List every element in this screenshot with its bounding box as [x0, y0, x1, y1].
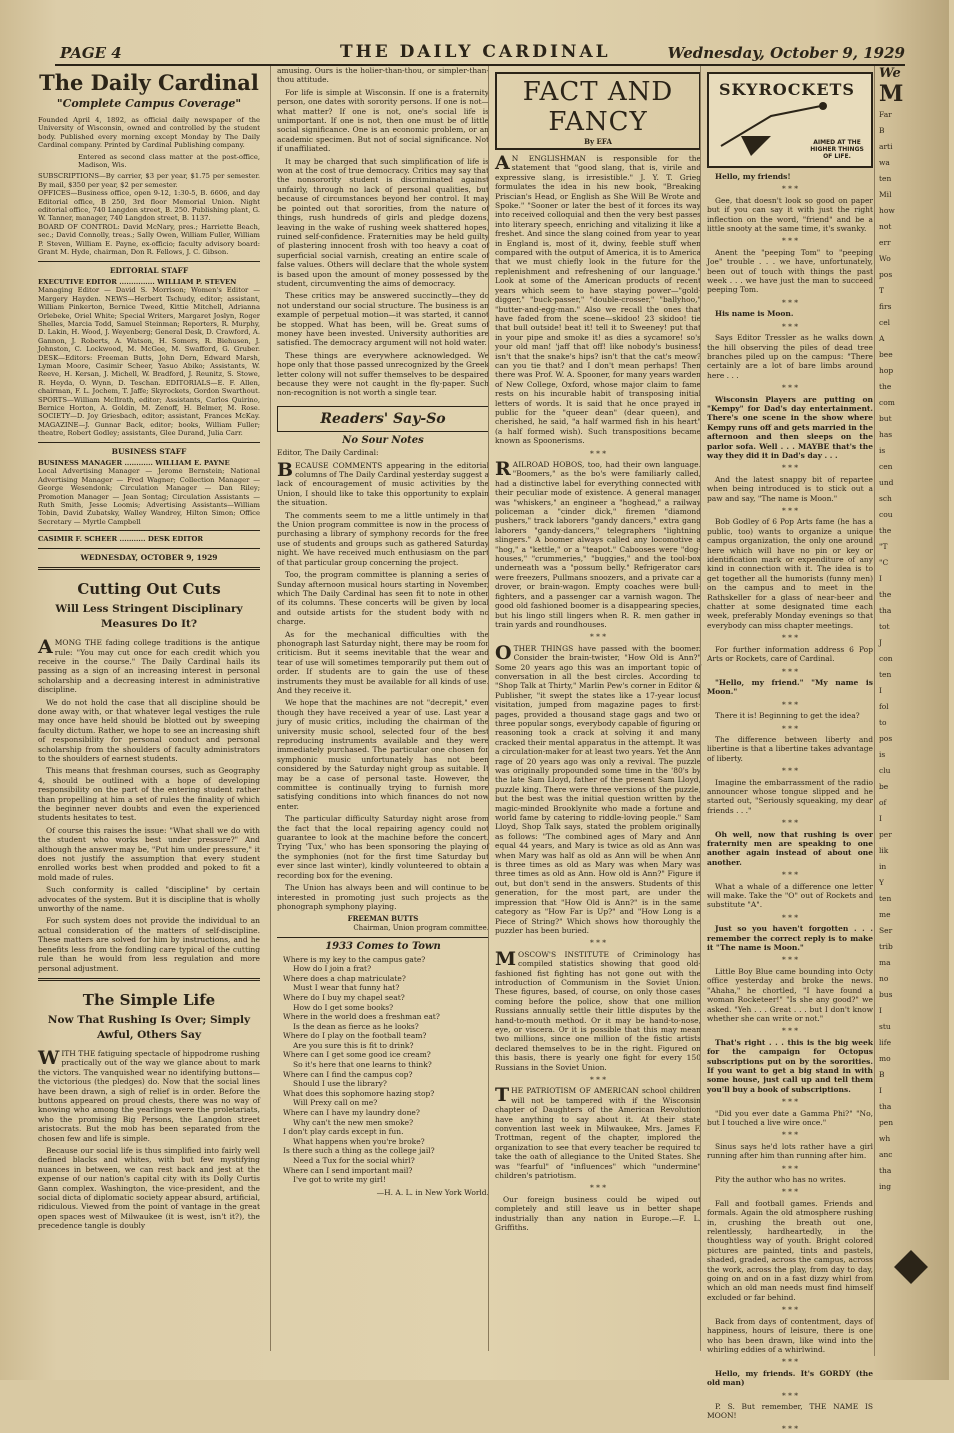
- cutoff-fragment: err: [879, 238, 891, 247]
- paper-name: THE DAILY CARDINAL: [340, 42, 611, 62]
- cutoff-fragment: und: [879, 478, 894, 487]
- cutoff-fragment: Wo: [879, 254, 891, 263]
- cutoff-fragment: I: [879, 814, 882, 823]
- cutoff-fragment: the: [879, 382, 892, 391]
- poem-line: Where is my key to the campus gate?: [283, 954, 426, 964]
- separator: * * *: [781, 297, 799, 307]
- masthead-subscriptions: SUBSCRIPTIONS—By carrier, $3 per year, $1.75 per semester. By mail, $350 per year, $2 per semester.: [38, 172, 260, 189]
- separator: * * *: [781, 699, 799, 709]
- separator: * * *: [781, 912, 799, 922]
- poem-line: I don't play cards except in fun.: [283, 1127, 404, 1137]
- cutoff-fragment: wh: [879, 1134, 891, 1143]
- cutoff-fragment: not: [879, 222, 892, 231]
- skyrockets-item: Back from days of contentment, days of happiness, hours of leisure, there is one who has been drawn, like wind into the whirling eddies of a whirlwind.: [707, 1316, 873, 1354]
- cutoff-fragment: Mil: [879, 190, 892, 199]
- cutoff-fragment: tha: [879, 1102, 892, 1111]
- cutoff-fragment: I: [879, 1006, 882, 1015]
- cutoff-fragment: T: [879, 286, 885, 295]
- cutoff-fragment: bee: [879, 350, 893, 359]
- cutoff-fragment: life: [879, 1038, 892, 1047]
- poem-line: Where do I buy my chapel seat?: [283, 992, 405, 1002]
- cutoff-fragment: "T: [879, 542, 888, 551]
- cutoff-fragment: pos: [879, 270, 893, 279]
- skyrockets-item: Anent the "peeping Tom" to "peeping Joe" trouble . . . we have, unfortunately, been out of touch with things the past week . . . we have just the man to succeed peeping Tom.: [707, 247, 873, 295]
- cutoff-fragment: fol: [879, 702, 889, 711]
- cutoff-fragment: ing: [879, 1182, 892, 1191]
- cutoff-fragment: stu: [879, 1022, 891, 1031]
- cutoff-fragment: arti: [879, 142, 893, 151]
- cutoff-fragment: I: [879, 574, 882, 583]
- separator: * * *: [781, 818, 799, 828]
- separator: * * *: [781, 506, 799, 515]
- column-2: [270, 66, 489, 1351]
- cutoff-fragment: ma: [879, 958, 891, 967]
- masthead-founded: Founded April 4, 1892, as official daily newspaper of the University of Wisconsin, owned and controlled by the student body. Published every morning except Monday by The Daily Cardinal company. Printed by Cardinal Publishing company.: [38, 116, 260, 150]
- skyrockets-item: The difference between liberty and libertine is that a libertine takes advantage of liberty.: [707, 734, 873, 763]
- cutoff-fragment: lik: [879, 846, 889, 855]
- cutting-headline: Cutting Out Cuts: [77, 580, 221, 599]
- cutoff-fragment: per: [879, 830, 892, 839]
- separator: * * *: [781, 1187, 799, 1197]
- business-staff-list: Local Advertising Manager — Jerome Bernstein; National Advertising Manager — Fred Wagner; Collection Manager — George Wesendonk; Circulation Manager — Dan Riley; Promotion Manager — Jean Sontag; Circulation Assistants — Ruth Smith, Jesse Loomis; Advertising Assistants—William Tobin, David Zubatsky, Walley Wandrey, Hilton Simon; Office Secretary — Myrtle Campbell: [38, 467, 260, 526]
- poem-line: Why can't the new men smoke?: [293, 1117, 414, 1127]
- separator: * * *: [781, 870, 799, 880]
- poem-line: What does this sophomore hazing stop?: [283, 1088, 435, 1098]
- editorial-staff-list: Managing Editor — David S. Morrison; Women's Editor — Margery Hayden. NEWS—Herbert Tschudy, editor; assistant, William Pinkerton, Bernice Tweed, Kittie Mitchell, Adrianna Orlebeke, Oriel White; Special Writers, Margaret Joslyn, Roger Shelles, Marcia Todd, Samuel Steinman; Reporters, R. Murphy, D. Lakin, H. Wood, J. Weyenberg; General Desk, D. Crawford, A. Gannon, J. Roberts, A. Watson, H. Somers, R. Biehusen, J. Johnston, C. Lockwood, M. McGee, M. Swafford, G. Gruber. DESK—Editors: Freeman Butts, John Dern, Edward Marsh, Lyman Moore, Casimir Scheer, Yasuo Abiko; Assistants, W. Reeve, H. Kersan, J. Michell, W. Bradford, J. Reunitz, S. Stowe, R. Heyda, O. Wynn, D. Teschan. EDITORIALS—E. F. Allen, chairman, F. L. Jochem, T. Jaffe; Skyrockets, Gordon Swarthout. SPORTS—William McIlrath, editor; Assistants, Carlos Quirino, Bernice Horton, A. Goldin, M. Zenoff, H. Belmer, M. Rose. SOCIETY—D. Joy Griesbach, editor; assistant, Frances McKay. MAGAZINE—J. Gunnar Back, editor; books, William Fuller; theatre, Robert Godley; assistants, Glee Durand, Julia Carr.: [38, 286, 260, 438]
- skyrockets-title: SKYROCKETS: [719, 80, 855, 99]
- cutoff-fragment: be: [879, 782, 889, 791]
- skyrockets-item: Fall and football games. Friends and formals. Again the old atmosphere rushing in, crushing the breath out one, relentlessly, hardheartedly, in the thoughtless way of youth. Bright colored pictures are painted, tints and pastels, shaded, graded, across the campus, across the work, across the play, from day to day, going on and on in a fast dizzy whirl from which an old man needs must find himself excluded or far behind.: [707, 1198, 873, 1302]
- skyrockets-item: Pity the author who has no writes.: [715, 1175, 846, 1184]
- letter-subhead: No Sour Notes: [342, 434, 424, 446]
- skyrockets-item: For further information address 6 Pop Arts or Rockets, care of Cardinal.: [707, 644, 873, 664]
- editorial-staff-heading: EDITORIAL STAFF: [109, 265, 189, 275]
- poem-line: Where can I get some good ice cream?: [283, 1050, 431, 1060]
- executive-editor: EXECUTIVE EDITOR ............... WILLIAM P. STEVEN: [38, 277, 237, 286]
- separator: * * *: [781, 321, 799, 331]
- cutoff-big-letter: M: [879, 81, 904, 107]
- separator: * * *: [781, 955, 799, 965]
- skyrockets-banner: [707, 72, 873, 168]
- separator: * * *: [781, 184, 799, 194]
- cutoff-fragment: pen: [879, 1118, 894, 1127]
- cutoff-fragment: trib: [879, 942, 893, 951]
- letter-body: BECAUSE COMMENTS appearing in the editorial columns of The Daily Cardinal yesterday suggest a lack of encouragement of music activities by the Union, I should like to take this opportunity to explain the situation. The comments seem to me a little untimely in that the Union program committee is now in the process of purchasing a library of symphony records for the free use of students and groups such as gathered Saturday night. We have received much enthusiasm on the part of that particular group concerning the project. Too, the program committee is planning a series of Sunday afternoon musical hours starting in November, which The Daily Cardinal has seen fit to note in other of its columns. These concerts will be given by local and outside artists for the student body with no charge. As for the mechanical difficulties with the phonograph last Saturday night, there may be room for criticism. But it seems inevitable that the wear and tear of use will sometimes temporarily put them out of order. If students are to gain the use of these instruments they must be available for all kinds of use. And they receive it. We hope that the machines are not "decrepit," even though they have received a year of use. Last year a jury of music critics, including the chairman of the university music school, selected four of the best reproducing instruments available and they were immediately purchased. The particular one chosen for symphonic music unfortunately has not been considered by the Saturday night group as suitable. It may be a case of personal taste. However, the committee is continually trying to furnish more satisfying conditions into which finances do not now enter. The particular difficulty Saturday night arose from the fact that the local repairing agency could not guarantee to look at the machine before the concert. Trying 'Tux,' who has been sponsoring the playing of the symphonies (not for the first time Saturday but ever since last winter), kindly volunteered to obtain a recording box for the evening. The Union has always been and will continue to be interested in promoting just such projects as the phonograph symphony playing.: [277, 458, 489, 911]
- skyrockets-item: "Did you ever date a Gamma Phi?" "No, but I touched a live wire once.": [707, 1108, 873, 1127]
- cutoff-fragment: hop: [879, 366, 894, 375]
- poem-line: Should I use the library?: [293, 1079, 387, 1089]
- cutoff-lines: [879, 107, 954, 1195]
- poem-line: Where can I have my laundry done?: [283, 1108, 420, 1118]
- separator: * * *: [781, 666, 799, 676]
- separator: * * *: [781, 766, 799, 776]
- poem-line: Where can I find the campus cop?: [283, 1069, 413, 1079]
- column-1: [38, 66, 260, 1351]
- separator: * * *: [781, 1357, 799, 1367]
- separator: * * *: [781, 1026, 799, 1036]
- fact-and-fancy-body: A N ENGLISHMAN is responsible for the statement that "good slang, that is, virile and expressive slang, is irresistible." J. Y. T. Grieg formulates the idea in his new book, "Breaking Priscian's Head, or English as She Will Be Wrote and Spoke." "Sooner or later the best of it forces its way into received colloquial and then the very best passes into literary speech, enriching and vitalizing it like a freshet. And since the slang coined from year to year in England is, most of it, dwiny, feeble stuff when compared with the output of America, it is to America that we must chiefly look in the future for the replenishment and refreshening of our language." Look at some of the American products of recent years which seem to have staying power—"gold-digger," "buck-passer," "double-crosser," "ballyhoo," "butter-and-egg-man." Also we recall the ones that have faded from the scene—skidoo! 23 skidoo! tie that bull outside! beat it! tell it to Sweeney! put that in your pipe and smoke it! as dies a sycamore! so's your old man! 'jaff that off! like nobody's business! isn't that the snake's hips? isn't that the cat's meow? can you tie that? and I don't mean perhaps! Then there was Prof. W. A. Spooner, for many years warden of New College, Oxford, whose major claim to fame rests on his incurable habit of transposing initial letters of words. It is said that he once prayed in public for the "queer dean" (dear queen), and cherished, he said, "a half warmed fish in his heart" (a half formed wish). Such transpositions became known as Spoonerisms. * * * RAILROAD HOBOS, too, had their own language. "Boomers," as the bo's were familiarly called, had a distinctive label for everything connected with their peculiar mode of existence. A general manager was "whiskers," an engineer a "hoghead," a railway policeman a "cinder dick," firemen "diamond pushers," track laborers "gandy dancers," extra gang laborers "gandy-dancers," telegraphers "lightning slingers." A boomer always called any locomotive a "hog," a "kettle," or a "teapot." Cabooses were "dog-houses," "crummeries," "buggies," and the tool-box underneath was a "possum belly." Refrigerator cars were freezers, Pullmans snoozers, and a private car a drover, or brain-wagon. Empty coaches were bull-fighters, and a passenger car a varnish wagon. The good old fashioned boomer is a disappearing species, but his lingo still lingers when R. R. men gather in train yards and roundhouses. * * * OTHER THINGS have passed with the boomer. Consider the brain-twister, "How Old is Ann?" Some 20 years ago this was an important topic of conversation in all the best circles. According to "Shop Talk at Thirty," Marlin Pew's corner in Editor & Publisher, "it swept the states like a 17-year locust visitation, jumped from magazine pages to first-pages, provided a thousand stage gags and two or three popular songs, everybody capable of figuring or reasoning took a crack at solving it and many cracked their mental apparatus in the attempt. It was a circulation-maker for at least two years. Yet the Ann rage of 20 years ago was only a revival. The puzzle was originally propounded some time in the '80's by the late Sam Lloyd, father of the present Sam Lloyd, puzzle king. There were three versions of the puzzle, but the best was the initial question written by the magic-minded Brooklynite who made a fortune and world fame by catering to riddle-loving people." Sam Lloyd, Shop Talk says, stated the problem originally as follows: "The combined ages of Mary and Ann equal 44 years, and Mary is twice as old as Ann was when Mary was half as old as Ann will be when Ann is three times as old as Mary was when Mary was three times as old as Ann. How old is Ann?" Figure it out, but don't send in the answers. Students of this generation, for the most part, are under the impression that "How Old is Ann?" is in the same category as "How Far is Up?" and "How Long is a Piece of String?" Which shows how thoroughly the puzzler has been buried. * * * MOSCOW'S INSTITUTE of Criminology has compiled statistics showing that good old-fashioned fist fighting has not gone out with the introduction of Communism in the Soviet Union. These figures, based, of course, on only those cases coming before the police, show that one million Russians annually settle their little disputes by the hand-to-mouth method. Or it may be hand-to-nose, eye, or viscera. Or it is possible that this may mean two millions, since one million of the fistic artists declared themselves to be in the right. Figured on this basis, there is yearly one fight for every 150 Russians in the Soviet Union. * * * THE PATRIOTISM OF AMERICAN school children will not be tampered with if the Wisconsin chapter of Daughters of the American Revolution have anything to say about it. At their state convention last week in Milwaukee, Mrs. James F. Trottman, regent of the chapter, implored the organization to see that every teacher be required to take the oath of allegiance to the United States. She was "fearful" of "influences" which "undermine" children's patriotism. * * * Our foreign business could be wiped out completely and still leave us in better shape industrially than any nation in Europe.—F. L. Griffiths.: [495, 152, 702, 1233]
- cutoff-fragment: cel: [879, 318, 891, 327]
- issue-date-header: Wednesday, October 9, 1929: [667, 44, 905, 62]
- separator: * * *: [781, 1305, 799, 1315]
- cutoff-fragment: "C: [879, 558, 889, 567]
- cutoff-fragment: A: [879, 334, 885, 343]
- poem-line: So it's here that one learns to think?: [293, 1060, 432, 1070]
- cutoff-fragment: B: [879, 1070, 885, 1079]
- poem-line: Must I wear that funny hat?: [293, 983, 400, 993]
- poem-body: [277, 955, 489, 1185]
- column-4: [700, 66, 873, 1433]
- poem-line: Need a Tux for the social whirl?: [293, 1156, 415, 1165]
- cutoff-fragment: clu: [879, 766, 891, 775]
- poem-line: How do I join a frat?: [293, 964, 372, 974]
- column-3: [488, 66, 701, 1351]
- cutoff-fragment: pos: [879, 734, 893, 743]
- cutoff-fragment: ten: [879, 174, 892, 183]
- letter-signer: FREEMAN BUTTS: [347, 914, 419, 924]
- issue-date: WEDNESDAY, OCTOBER 9, 1929: [80, 552, 218, 562]
- skyrockets-item: Oh well, now that rushing is over fraternity men are speaking to one another again instead of about one another.: [707, 829, 873, 867]
- cutoff-fragment: the: [879, 590, 892, 599]
- cutoff-fragment: has: [879, 430, 893, 439]
- poem-line: I've got to write my girl!: [293, 1175, 386, 1185]
- separator: * * *: [781, 1163, 799, 1173]
- page-number: PAGE 4: [60, 44, 122, 62]
- separator: * * *: [781, 1130, 799, 1140]
- simple-life-headline: The Simple Life: [82, 990, 216, 1009]
- skyrockets-item: Sinus says he'd lots rather have a girl running after him than running after him.: [707, 1141, 873, 1161]
- poem-line: Where can I send important mail?: [283, 1165, 413, 1175]
- cutoff-fragment: tot: [879, 622, 890, 631]
- cutoff-fragment: cou: [879, 510, 893, 519]
- skyrockets-item: Hello, my friends. It's GORDY (the old man): [707, 1368, 873, 1388]
- cutoff-fragment: ten: [879, 894, 892, 903]
- cutoff-fragment: wa: [879, 158, 890, 167]
- poem-signature: —H. A. L. in New York World.: [376, 1187, 489, 1197]
- fact-and-fancy-box: [495, 72, 701, 150]
- poem-line: Where in the world does a freshman eat?: [283, 1012, 440, 1022]
- poem-line: What happens when you're broke?: [293, 1136, 425, 1146]
- skyrockets-item: "Hello, my friend." "My name is Moon.": [707, 677, 873, 697]
- separator: * * *: [781, 383, 799, 393]
- poem-line: Are you sure this is fit to drink?: [293, 1040, 414, 1050]
- cutoff-fragment: to: [879, 718, 887, 727]
- skyrockets-body: [707, 172, 873, 1433]
- skyrockets-item: Says Editor Tressler as he walks down the hill observing the piles of dead tree branches piled up on the campus: "There certainly are a lot of bare limbs around here . . .: [707, 333, 873, 380]
- separator: * * *: [781, 1390, 799, 1400]
- skyrockets-item: What a whale of a difference one letter will make. Take the "O" out of Rockets and substitute "A".: [707, 881, 873, 910]
- skyrockets-item: Just so you haven't forgotten . . . remember the correct reply is to make it "The name is Moon.": [707, 924, 873, 953]
- column-5-cutoff: [874, 66, 954, 1356]
- cutoff-fragment: I: [879, 1086, 882, 1095]
- skyrockets-item: Imagine the embarrassment of the radio announcer whose tongue slipped and he started out, "Seriously squeaking, my dear friends . . .": [707, 777, 873, 815]
- poem-line: Where do I play on the football team?: [283, 1031, 427, 1041]
- cutoff-fragment: I: [879, 686, 882, 695]
- cutting-subhead: Will Less Stringent Disciplinary Measures Do It?: [55, 603, 243, 631]
- cutoff-fragment: firs: [879, 302, 892, 311]
- skyrockets-item: Hello, my friends!: [715, 172, 791, 181]
- poem-line: Is there such a thing as the college jail?: [283, 1146, 435, 1156]
- separator: * * *: [781, 1423, 799, 1433]
- page-header: [55, 42, 905, 66]
- cutoff-fragment: bus: [879, 990, 893, 999]
- simple-life-subhead: Now That Rushing Is Over; Simply Awful, Others Say: [47, 1013, 251, 1041]
- readers-say-so-heading: Readers' Say-So: [277, 406, 489, 432]
- business-staff-heading: BUSINESS STAFF: [111, 446, 187, 456]
- cutoff-fragment: Ser: [879, 926, 893, 935]
- poem-line: Is the dean as fierce as he looks?: [293, 1021, 419, 1031]
- cutoff-fragment: anc: [879, 1150, 893, 1159]
- skyrockets-item: There it is! Beginning to get the idea?: [715, 711, 860, 721]
- fact-and-fancy-byline: By EFA: [584, 137, 612, 146]
- diamond-ornament-icon: [894, 1250, 928, 1284]
- skyrockets-item: Wisconsin Players are putting on "Kempy" for Dad's day entertainment. There's one scene in the show where Kempy runs off and gets married in the afternoon and then sleeps on the parlor sofa. Well . . . MAYBE that's the way they did it in Dad's day . . .: [707, 394, 873, 460]
- simple-life-body: WITH THE fatiguing spectacle of hippodrome rushing practically out of the way we glance about to mark the victors. The vanquished wear no identifying buttons—the victorious (the pledges) do. Now that the social lines have been drawn, a sigh of relief is in order. Before the buttons appeared on proud chests, there was no way of knowing who among the yearlings were the proletariats, who the promising Big Persons, the Langdon street aristocrats. But the mob has been separated from the chosen few and life is simple. Because our social life is thus simplified into fairly well defined blacks and whites, with but few mystifying nuances in between, we can rest back and jest at the expense of our nation's capital city with its Dolly Curtis Gann complex. Washington, the vice-president, and the social dicta of diplomatic society appear absurd, artificial, ridiculous. Viewed from the point of vantage in the great open spaces west of Milwaukee (it is west, isn't it?), the precedence tangle is doubly: [38, 1046, 260, 1231]
- cutoff-fragment: is: [879, 446, 886, 455]
- business-manager: BUSINESS MANAGER ............ WILLIAM E. PAYNE: [38, 459, 230, 468]
- cutoff-fragment: of: [879, 798, 887, 807]
- cutoff-fragment: no: [879, 974, 889, 983]
- cutoff-heading: We: [879, 66, 901, 81]
- fact-and-fancy-title: FACT AND FANCY: [522, 77, 674, 137]
- poem-line: Will Prexy call on me?: [293, 1098, 378, 1108]
- cutoff-fragment: the: [879, 526, 892, 535]
- separator: * * *: [781, 723, 799, 733]
- letter-signer-title: Chairman, Union program committee.: [353, 923, 489, 932]
- skyrockets-item: Gee, that doesn't look so good on paper but if you can say it with just the right inflection on the word, "friend" and be a little snooty at the same time, it's swanky.: [707, 195, 873, 234]
- cutoff-fragment: B: [879, 126, 885, 135]
- cutting-body: AMONG THE fading college traditions is the antique rule: "You may cut once for each credit which you receive in the course." The Daily Cardinal hails its passing as a sign of an increasing interest in personal scholarship and a decreasing interest in administrative discipline. We do not hold the case that all discipline should be done away with, or that whatever legal vestiges the rule may once have held should be blotted out by sweeping faculty dictum. Rather, we hope to see an increasing shift of responsibility for personal conduct and personal scholarship from the shoulders of faculty administrators to the shoulders of earnest students. This means that freshman courses, such as Geography 4, should be outlined with a hope of developing responsibility on the part of the entering student rather than propelling at him a set of rules the finality of which the beginner never doubts and even the experienced students hesitates to test. Of course this raises the issue: "What shall we do with the student who works best under pressure?" And although the answer may be, "Put him under pressure," it does not justify the assumption that every student enrolled works best when prodded and poked to fit a mold made of rules. Such conformity is called "discipline" by certain advocates of the system. But it is discipline that is wholly unworthy of the name. For such system does not provide the individual to an actual consideration of the matters of self-discipline. These matters are solved for him by instructions, and he benefits less from the fondling care typical of the cutting rule than he would from less regulation and more personal adjustment.: [38, 636, 260, 973]
- skyrockets-item: Bob Godley of 6 Pop Arts fame (he has a public, too) wants to organize a unique campus organization, the only one around here which will have no pin or key or identification mark or expenditure of any kind in connection with it. The idea is to get together all the humorists (funny men) on the campus and to meet in the Rathskeller for a glass of near-beer and chatter at some designated time each week, preferably Monday evenings so that everybody can miss chapter meetings.: [707, 517, 873, 630]
- poem-line: How do I get some books?: [293, 1002, 394, 1012]
- cutoff-fragment: con: [879, 654, 893, 663]
- letter-salutation: Editor, The Daily Cardinal:: [277, 448, 379, 458]
- skyrockets-item: His name is Moon.: [715, 309, 794, 319]
- masthead-entered: Entered as second class matter at the post-office, Madison, Wis.: [78, 152, 260, 170]
- cutoff-fragment: Far: [879, 110, 892, 119]
- cutoff-fragment: cen: [879, 462, 893, 471]
- skyrockets-item: Little Boy Blue came bounding into Octy office yesterday and broke the news. "Ahaha," he chortled, "I have found a woman Rocketeer!" "Is she any good?" we asked. "Yeh . . . Great . . . but I don't know whether she can write or not.": [707, 966, 873, 1023]
- cutoff-fragment: tha: [879, 606, 892, 615]
- desk-editor: CASIMIR F. SCHEER ........... DESK EDITOR: [38, 535, 204, 544]
- cutoff-fragment: mo: [879, 1054, 891, 1063]
- cutoff-fragment: in: [879, 862, 887, 871]
- masthead-offices: OFFICES—Business office, open 9-12, 1:30-5, B. 6606, and day Editorial office, B 250, 3rd floor Memorial Union. Night editorial office, 740 Langdon street, B. 250. Publishing plant, G. W. Tanner, manager, 740 Langdon street, B. 1137.: [38, 189, 260, 223]
- skyrockets-item: That's right . . . this is the big week for the campaign for Octopus subscriptions put on by the sororities. If you want to get a big stand in with some house, just call up and tell them you'll buy a book of subscriptions.: [707, 1037, 873, 1094]
- cutoff-fragment: tha: [879, 1166, 892, 1175]
- cutoff-fragment: me: [879, 910, 891, 919]
- skyrockets-subtitle: AIMED AT THE HIGHER THINGS OF LIFE.: [810, 139, 864, 160]
- simple-life-continued: amusing. Ours is the holier-than-thou, or simpler-than-thou attitude. For life is simple at Wisconsin. If one is a fraternity person, one dates with sorority persons. If one is not—what matter? If one is not, one's social life is unimportant. If one is not, then one must be of little social significance. One is an economic problem, or an academic specimen. But not of social significance. Not if unaffiliated. It may be charged that such simplification of life is won at the cost of true democracy. Critics may say that the nonsorority student is discriminated against unfairly, through no lack of personal qualities, but because of circumstances beyond her control. It may be pointed out that sororities, from the nature of things, rush hundreds of girls and pledge dozens, leaving in the wake of rushing week shattered hopes, ruined self-confidence. Fraternities may be held guilty of plastering innocent frosh with too heavy a coat of superficial social varnish, creating an entire scale of false values. Others will declare that the whole system is based upon the amount of money possessed by the student, circumventing the aims of democracy. These critics may be answered succinctly—they do not understand our social structure. The business is an example of perpetual motion—it was started, it cannot be stopped. What has been, will be. Great sums of money have been invested. University authorities are satisfied. The democracy argument will not hold water. These things are everywhere acknowledged. We hope only that those passed unrecognized by the Greek letter colony will not suffer themselves to be despaired because they were not caught in the fly-paper. Such non-recognition is not worth a single tear.: [277, 66, 489, 398]
- cutoff-fragment: com: [879, 398, 895, 407]
- masthead-board: BOARD OF CONTROL: David McNary, pres.; Harriette Beach, sec.; David Connolly, treas.; Sally Owen, William Fuller, William P. Steven, William E. Payne, ex-officio; faculty advisory board: Grant M. Hyde, chairman, Don R. Fellows, J. C. Gibson.: [38, 222, 260, 257]
- cutoff-fragment: ten: [879, 670, 892, 679]
- cutoff-fragment: J: [879, 638, 883, 647]
- skyrockets-item: And the latest snappy bit of repartee when being introduced is to stick out a paw and say, "The name is Moon.": [707, 474, 873, 503]
- cutoff-fragment: how: [879, 206, 895, 215]
- cutoff-fragment: is: [879, 750, 886, 759]
- masthead-title: The Daily Cardinal: [39, 70, 259, 95]
- skyrockets-item: P. S. But remember, THE NAME IS MOON!: [707, 1401, 873, 1421]
- separator: * * *: [781, 236, 799, 246]
- poem-line: Where does a chap matriculate?: [283, 973, 406, 983]
- separator: * * *: [781, 463, 799, 473]
- cutoff-fragment: sch: [879, 494, 892, 503]
- masthead-motto: "Complete Campus Coverage": [56, 97, 242, 110]
- poem-title: 1933 Comes to Town: [325, 941, 441, 953]
- cutoff-fragment: but: [879, 414, 892, 423]
- cutoff-fragment: Y: [879, 878, 884, 887]
- separator: * * *: [781, 633, 799, 643]
- separator: * * *: [781, 1097, 799, 1107]
